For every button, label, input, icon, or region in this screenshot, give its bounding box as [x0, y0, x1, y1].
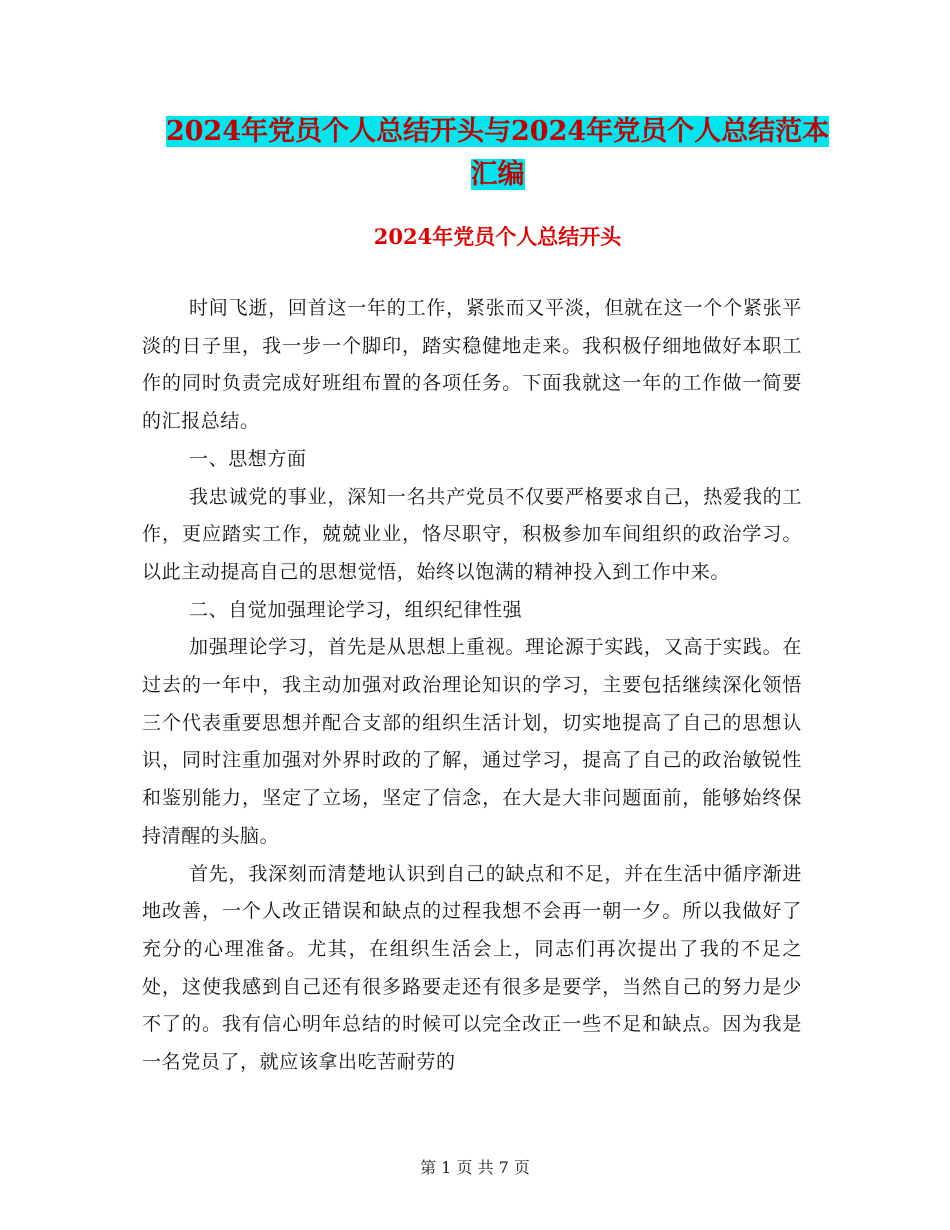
document-title-line-2: 汇编: [470, 159, 525, 190]
page-footer: 第 1 页 共 7 页: [420, 1158, 530, 1177]
paragraph-intro: 时间飞逝，回首这一年的工作，紧张而又平淡，但就在这一个个紧张平淡的日子里，我一步一个脚印，踏实稳健地走来。我积极仔细地做好本职工作的同时负责完成好班组布置的各项任务。下面我就这一年的工作做一简要的汇报总结。: [142, 297, 802, 433]
paragraph-thought: 我忠诚党的事业，深知一名共产党员不仅要严格要求自己，热爱我的工作，更应踏实工作，兢兢业业，恪尽职守，积极参加车间组织的政治学习。以此主动提高自己的思想觉悟，始终以饱满的精神投入到工作中来。: [142, 485, 802, 583]
section-title: 2024年党员个人总结开头: [373, 224, 622, 249]
subheading-thought: 一、思想方面: [189, 447, 307, 470]
document-body: [142, 290, 802, 1082]
subheading-theory-study: 二、自觉加强理论学习，组织纪律性强: [189, 598, 523, 621]
document-title: [140, 110, 855, 196]
document-title-line-1: 2024年党员个人总结开头与2024年党员个人总结范本: [165, 116, 830, 147]
paragraph-theory-study: 加强理论学习，首先是从思想上重视。理论源于实践，又高于实践。在过去的一年中，我主动加强对政治理论知识的学习，主要包括继续深化领悟三个代表重要思想并配合支部的组织生活计划，切实地提高了自己的思想认识，同时注重加强对外界时政的了解，通过学习，提高了自己的政治敏锐性和鉴别能力，坚定了立场，坚定了信念，在大是大非问题面前，能够始终保持清醒的头脑。: [142, 636, 802, 847]
paragraph-self-reflection: 首先，我深刻而清楚地认识到自己的缺点和不足，并在生活中循序渐进地改善，一个人改正错误和缺点的过程我想不会再一朝一夕。所以我做好了充分的心理准备。尤其，在组织生活会上，同志们再次提出了我的不足之处，这使我感到自己还有很多路要走还有很多是要学，当然自己的努力是少不了的。我有信心明年总结的时候可以完全改正一些不足和缺点。因为我是一名党员了，就应该拿出吃苦耐劳的: [142, 862, 802, 1074]
